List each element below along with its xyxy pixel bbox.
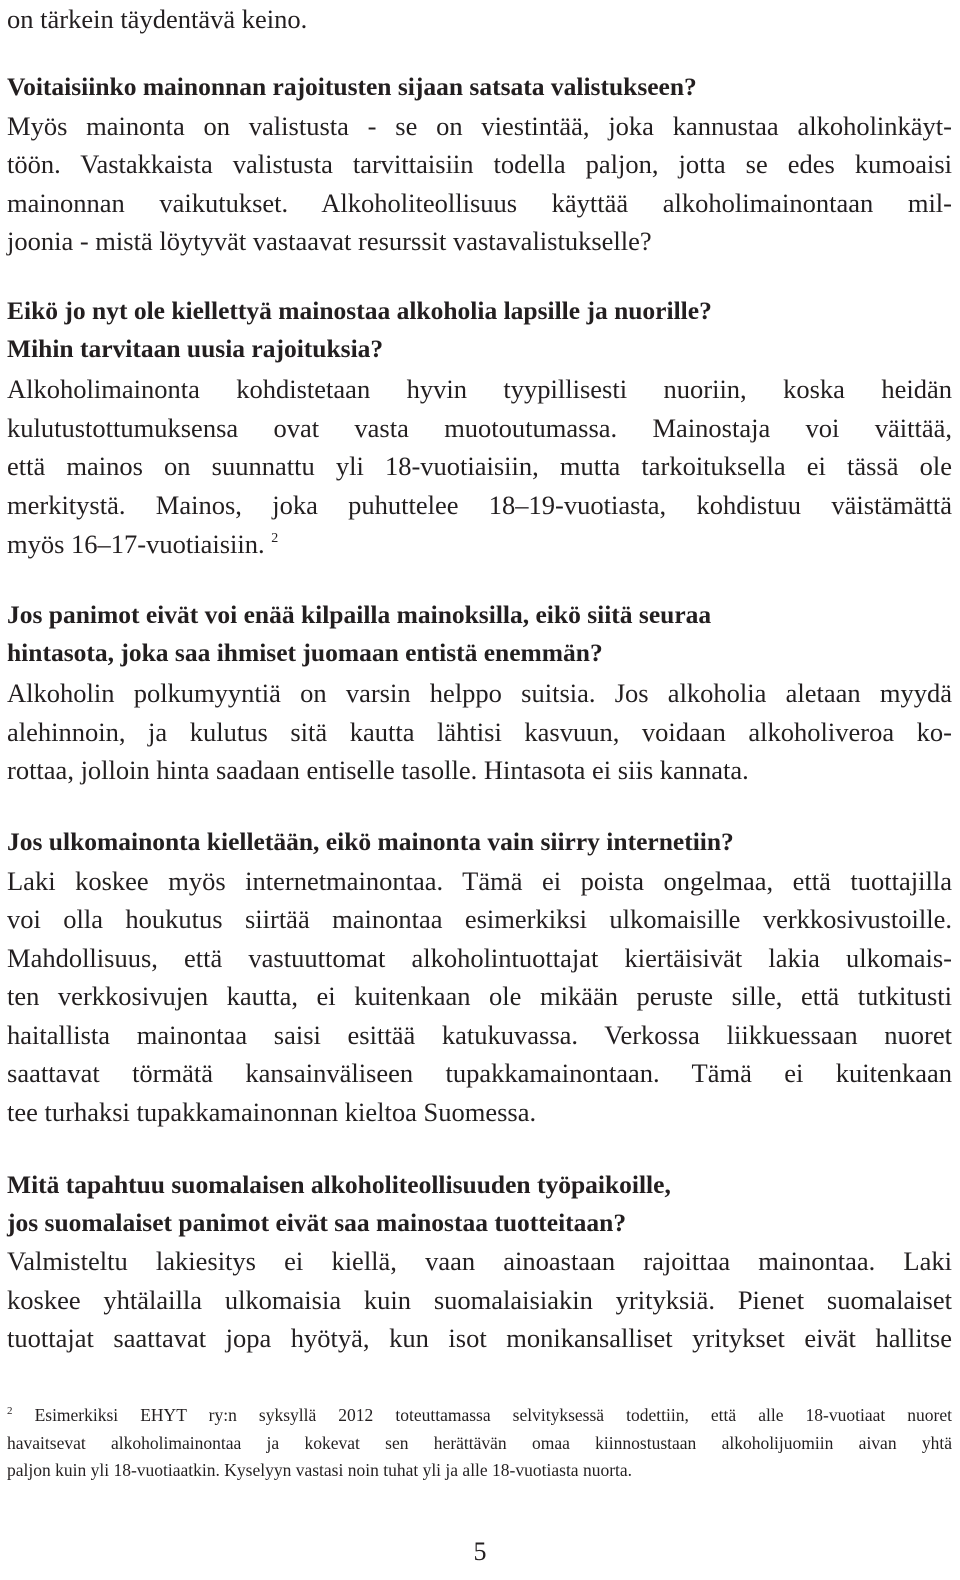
heading-line: jos suomalaiset panimot eivät saa mainostaa tuotteitaan? [7, 1208, 627, 1237]
paragraph-line: mainonnan vaikutukset. Alkoholiteollisuus käyttää alkoholimainontaan mil- [7, 188, 952, 218]
heading-line: hintasota, joka saa ihmiset juomaan entistä enemmän? [7, 638, 603, 667]
paragraph-line: ten verkkosivujen kautta, ei kuitenkaan ole mikään peruste sille, että tutkitusti [7, 981, 952, 1011]
paragraph-line: töön. Vastakkaista valistusta tarvittaisiin todella paljon, jotta se edes kumoaisi [7, 149, 952, 179]
heading-line: Mihin tarvitaan uusia rajoituksia? [7, 334, 384, 363]
footnote-marker: 2 [7, 1405, 13, 1417]
heading-line: Mitä tapahtuu suomalaisen alkoholiteollisuuden työpaikoille, [7, 1170, 671, 1199]
paragraph-line: saattavat törmätä kansainväliseen tupakkamainontaan. Tämä ei kuitenkaan [7, 1058, 952, 1088]
paragraph-line: on tärkein täydentävä keino. [7, 4, 308, 34]
paragraph-line: Mahdollisuus, että vastuuttomat alkoholintuottajat kiertäisivät lakia ulkomais- [7, 943, 952, 973]
paragraph-line: kulutustottumuksensa ovat vasta muotoutumassa. Mainostaja voi väittää, [7, 413, 952, 443]
paragraph-line: Myös mainonta on valistusta - se on viestintää, joka kannustaa alkoholinkäyt- [7, 111, 952, 141]
heading-line: Voitaisiinko mainonnan rajoitusten sijaan satsata valistukseen? [7, 72, 697, 101]
paragraph-line: Alkoholin polkumyyntiä on varsin helppo suitsia. Jos alkoholia aletaan myydä [7, 678, 952, 708]
heading-line: Jos ulkomainonta kielletään, eikö mainonta vain siirry internetiin? [7, 827, 734, 856]
paragraph-line: tee turhaksi tupakkamainonnan kieltoa Suomessa. [7, 1097, 537, 1127]
paragraph-line: rottaa, jolloin hinta saadaan entiselle tasolle. Hintasota ei siis kannata. [7, 755, 749, 785]
paragraph-line: voi olla houkutus siirtää mainontaa esimerkiksi ulkomaisille verkkosivustoille. [7, 904, 952, 934]
heading-line: Eikö jo nyt ole kiellettyä mainostaa alkoholia lapsille ja nuorille? [7, 296, 712, 325]
heading-line: Jos panimot eivät voi enää kilpailla mainoksilla, eikö siitä seuraa [7, 600, 712, 629]
paragraph-line: myös 16–17-vuotiaisiin. $^2$ [7, 529, 279, 559]
footnote-line: havaitsevat alkoholimainontaa ja kokevat sen herättävän omaa kiinnostustaan alkoholijuomiin aivan yhtä [7, 1433, 952, 1453]
paragraph-line: joonia - mistä löytyvät vastaavat resurssit vastavalistukselle? [7, 226, 652, 256]
paragraph-line: haitallista mainontaa saisi esittää katukuvassa. Verkossa liikkuessaan nuoret [7, 1020, 952, 1050]
paragraph-line: että mainos on suunnattu yli 18-vuotiaisiin, mutta tarkoituksella ei tässä ole [7, 451, 952, 481]
paragraph-line: Alkoholimainonta kohdistetaan hyvin tyypillisesti nuoriin, koska heidän [7, 374, 952, 404]
page-number: 5 [473, 1537, 487, 1566]
paragraph-line: tuottajat saattavat jopa hyötyä, kun isot monikansalliset yritykset eivät hallitse [7, 1323, 952, 1353]
footnote-line: paljon kuin yli 18-vuotiaatkin. Kyselyyn vastasi noin tuhat yli ja alle 18-vuotiasta nuorta. [7, 1460, 633, 1480]
paragraph-line: Laki koskee myös internetmainontaa. Tämä ei poista ongelmaa, että tuottajilla [7, 866, 952, 896]
paragraph-line: alehinnoin, ja kulutus sitä kautta lähtisi kasvuun, voidaan alkoholiveroa ko- [7, 717, 952, 747]
paragraph-line: merkitystä. Mainos, joka puhuttelee 18–19-vuotiasta, kohdistuu väistämättä [7, 490, 952, 520]
footnote-reference: 2 [271, 531, 279, 546]
paragraph-line: koskee yhtälailla ulkomaisia kuin suomalaisiakin yrityksiä. Pienet suomalaiset [7, 1285, 952, 1315]
footnote-line: $^2$ Esimerkiksi EHYT ry:n syksyllä 2012 toteuttamassa selvityksessä todettiin, että alle 18-vuotiaat nuoret [7, 1405, 952, 1425]
paragraph-line: Valmisteltu lakiesitys ei kiellä, vaan ainoastaan rajoittaa mainontaa. Laki [7, 1246, 952, 1276]
